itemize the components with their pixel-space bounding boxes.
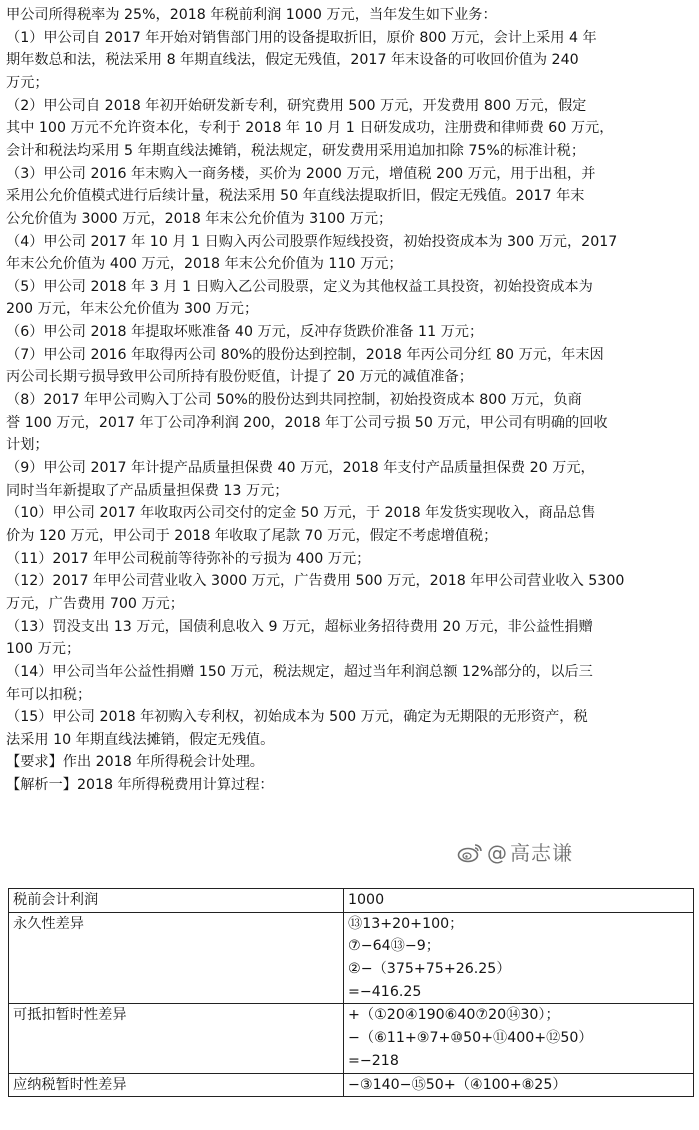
text-line: （11）2017 年甲公司税前等待弥补的亏损为 400 万元； (6, 550, 371, 567)
row-label: 税前会计利润 (13, 892, 99, 908)
text-line: 万元，广告费用 700 万元； (6, 595, 184, 612)
row-label-cell (9, 1073, 344, 1097)
text-line: （13）罚没支出 13 万元，国债利息收入 9 万元，超标业务招待费用 20 万元，非公益性捐赠 (6, 618, 593, 635)
text-line: 【要求】作出 2018 年所得税会计处理。 (6, 754, 264, 771)
text-line: （9）甲公司 2017 年计提产品质量担保费 40 万元，2018 年支付产品质量担保费 20 万元， (6, 460, 595, 476)
text-line: （14）甲公司当年公益性捐赠 150 万元，税法规定，超过当年利润总额 12%部分的，以后三 (6, 663, 593, 680)
row-value-line: +（①20④190⑥40⑦20⑭30）； (348, 1007, 560, 1024)
text-line: 年末公允价值为 400 万元，2018 年末公允价值为 110 万元； (6, 256, 403, 273)
text-line: 【解析一】2018 年所得税费用计算过程： (6, 777, 274, 794)
watermark (457, 837, 573, 866)
text-line: 丙公司长期亏损导致甲公司所持有股份贬值，计提了 20 万元的减值准备； (6, 369, 473, 386)
row-value-line: −（⑥11+⑨7+⑩50+⑪400+⑫50） (348, 1030, 593, 1047)
text-line: 200 万元，年末公允价值为 300 万元； (6, 301, 259, 318)
text-line: （6）甲公司 2018 年提取坏账准备 40 万元，反冲存货跌价准备 11 万元； (6, 324, 484, 341)
text-line: （8）2017 年甲公司购入丁公司 50%的股份达到共同控制，初始投资成本 800 万元，负商 (6, 392, 582, 409)
text-line: （15）甲公司 2018 年初购入专利权，初始成本为 500 万元，确定为无期限的无形资产，税 (6, 709, 588, 726)
row-label: 可抵扣暂时性差异 (13, 1007, 127, 1024)
text-line: （12）2017 年甲公司营业收入 3000 万元，广告费用 500 万元，2018 年甲公司营业收入 5300 (6, 573, 625, 590)
watermark-text: 高志谦 (510, 841, 573, 865)
row-label-cell (9, 912, 344, 1004)
row-value-cell (344, 889, 694, 913)
text-line: （10）甲公司 2017 年收取丙公司交付的定金 50 万元，于 2018 年发货实现收入，商品总售 (6, 505, 596, 522)
text-line: 会计和税法均采用 5 年期直线法摊销，税法规定，研发费用采用追加扣除 75%的标准计税； (6, 142, 586, 159)
text-line: 其中 100 万元不允许资本化，专利于 2018 年 10 月 1 日研发成功，注册费和律师费 60 万元， (6, 120, 614, 137)
weibo-icon (457, 842, 483, 864)
text-line: 万元； (6, 74, 49, 91)
tax-calculation-table (8, 888, 694, 1097)
text-line: （1）甲公司自 2017 年开始对销售部门用的设备提取折旧，原价 800 万元，会计上采用 4 年 (6, 29, 597, 46)
row-value-line: =−218 (348, 1052, 399, 1069)
text-line: （5）甲公司 2018 年 3 月 1 日购入乙公司股票，定义为其他权益工具投资，初始投资成本为 (6, 278, 593, 295)
text-line: （2）甲公司自 2018 年初开始研发新专利，研究费用 500 万元，开发费用 800 万元，假定 (6, 97, 587, 114)
text-line: 法采用 10 年期直线法摊销，假定无残值。 (6, 731, 275, 748)
text-line: 采用公允价值模式进行后续计量，税法采用 50 年直线法提取折旧，假定无残值。2017 年末 (6, 188, 585, 205)
row-value-cell (344, 1004, 694, 1073)
text-line: 价为 120 万元，甲公司于 2018 年收取了尾款 70 万元，假定不考虑增值税； (6, 527, 498, 544)
text-line: （3）甲公司 2016 年末购入一商务楼，买价为 2000 万元，增值税 200 万元，用于出租，并 (6, 165, 596, 182)
row-label-cell (9, 889, 344, 913)
text-line: 100 万元； (6, 641, 81, 658)
row-value-line: =−416.25 (348, 983, 422, 1000)
table-row (9, 1004, 694, 1073)
text-line: 计划； (6, 437, 49, 454)
row-value-line: ⑬13+20+100； (348, 915, 464, 932)
text-line: 誉 100 万元，2017 年丁公司净利润 200，2018 年丁公司亏损 50 万元，甲公司有明确的回收 (6, 414, 608, 431)
table-row (9, 889, 694, 913)
row-value-line: 1000 (348, 892, 385, 908)
row-value-line: ②−（375+75+26.25） (348, 961, 511, 978)
row-value-line: −③140−⑮50+（④100+⑧25） (348, 1076, 567, 1093)
row-label: 应纳税暂时性差异 (13, 1076, 127, 1093)
text-line: 期年数总和法，税法采用 8 年期直线法，假定无残值，2017 年末设备的可收回价值为 240 (6, 52, 579, 69)
row-value-cell (344, 1073, 694, 1097)
row-label: 永久性差异 (13, 915, 84, 932)
text-line: （4）甲公司 2017 年 10 月 1 日购入丙公司股票作短线投资，初始投资成本为 300 万元，2017 (6, 233, 618, 250)
row-value-cell (344, 912, 694, 1004)
table-row (9, 912, 694, 1004)
text-line: 甲公司所得税率为 25%，2018 年税前利润 1000 万元，当年发生如下业务： (6, 7, 497, 23)
row-label-cell (9, 1004, 344, 1073)
text-line: 公允价值为 3000 万元，2018 年末公允价值为 3100 万元； (6, 210, 393, 227)
text-line: 年可以扣税； (6, 686, 92, 703)
row-value-line: ⑦−64⑬−9； (348, 938, 440, 955)
text-line: 同时当年新提取了产品质量担保费 13 万元； (6, 482, 289, 499)
table-row (9, 1073, 694, 1097)
text-line: （7）甲公司 2016 年取得丙公司 80%的股份达到控制，2018 年丙公司分红 80 万元，年末因 (6, 346, 604, 363)
at-sign: @ (487, 841, 508, 865)
